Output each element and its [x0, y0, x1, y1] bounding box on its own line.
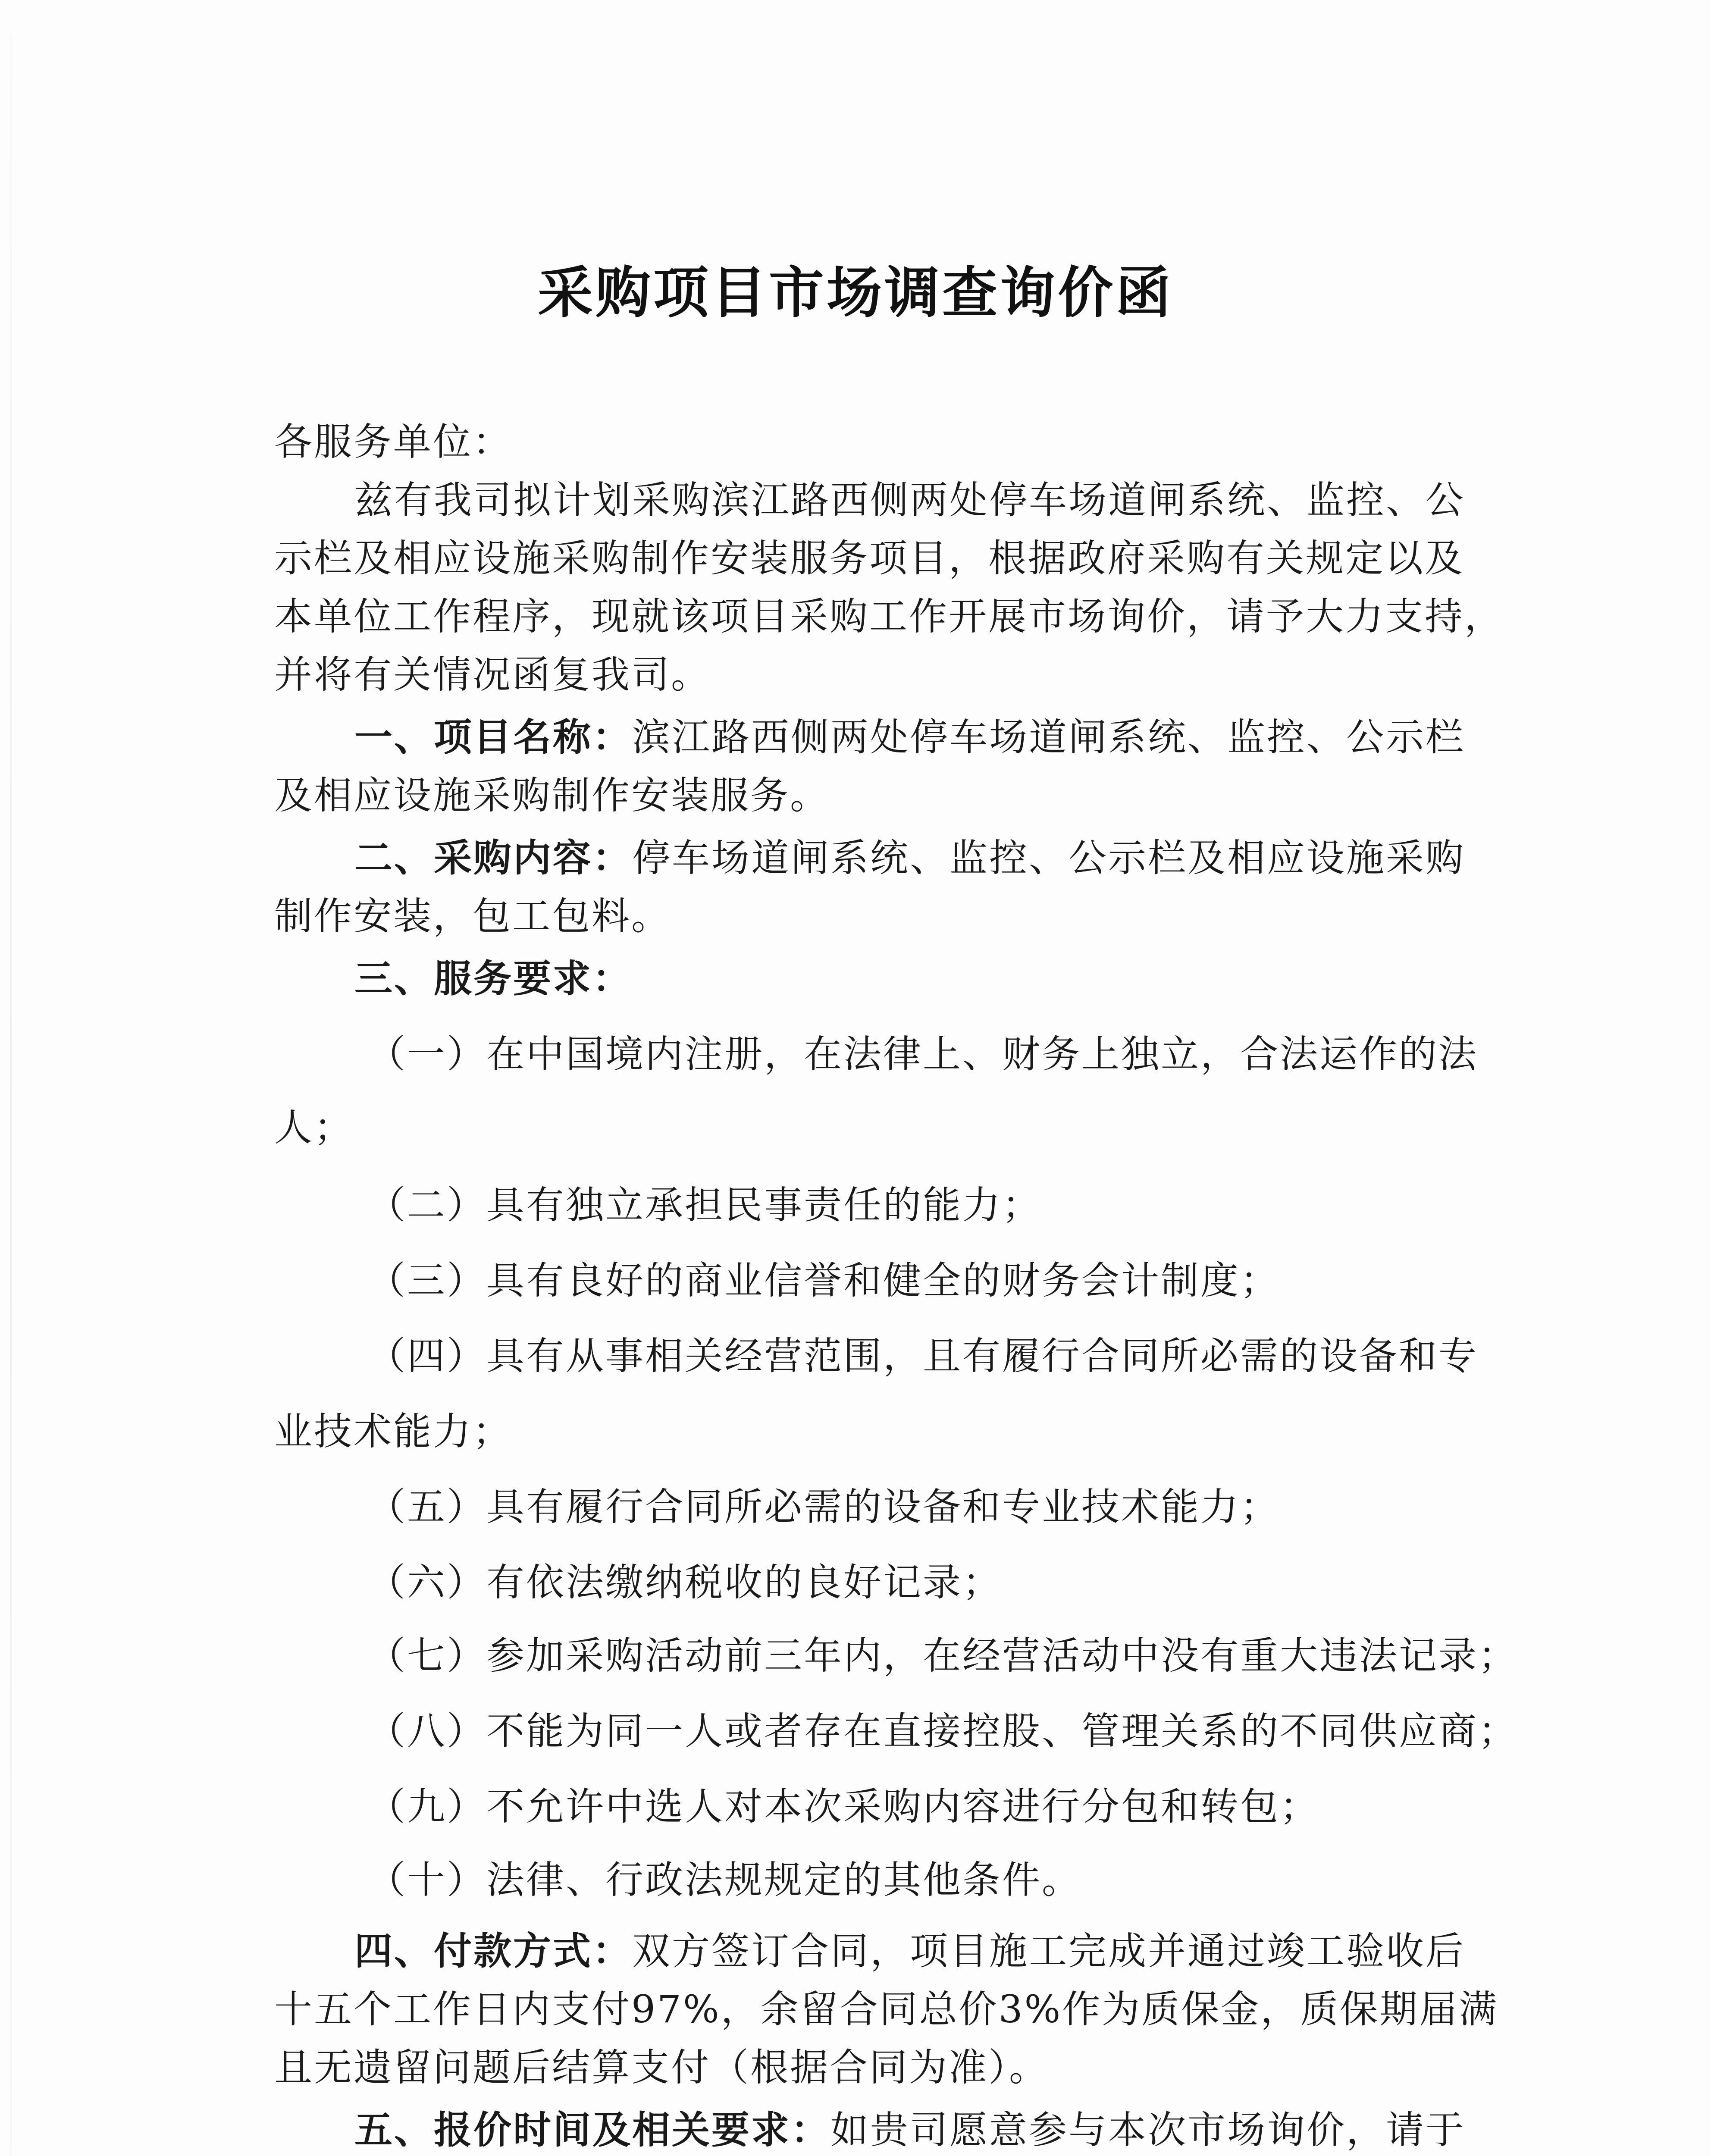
section-1-line-2: 及相应设施采购制作安装服务。 — [274, 773, 830, 818]
requirement-item: （三）具有良好的商业信誉和健全的财务会计制度； — [367, 1258, 1280, 1303]
requirement-item: （一）在中国境内注册，在法律上、财务上独立，合法运作的法 — [367, 1032, 1479, 1076]
section-4-heading: 四、付款方式： — [354, 1929, 633, 1973]
requirement-item: （七）参加采购活动前三年内，在经营活动中没有重大违法记录； — [367, 1633, 1518, 1678]
section-5-heading: 五、报价时间及相关要求： — [354, 2108, 831, 2152]
requirement-item: （二）具有独立承担民事责任的能力； — [367, 1183, 1042, 1227]
intro-line-4: 并将有关情况函复我司。 — [274, 652, 711, 697]
section-5-line-1 — [354, 2109, 1562, 2152]
requirement-item: 人； — [274, 1105, 354, 1150]
section-2-heading: 二、采购内容： — [354, 836, 633, 880]
requirement-item: 业技术能力； — [274, 1409, 513, 1454]
requirement-item: （八）不能为同一人或者存在直接控股、管理关系的不同供应商； — [367, 1709, 1518, 1753]
section-1-heading: 一、项目名称： — [354, 715, 633, 759]
section-2-line-1 — [354, 837, 1562, 880]
section-5-text: 如贵司愿意参与本次市场询价，请于 — [830, 2108, 1466, 2152]
section-3-heading: 三、服务要求： — [354, 956, 633, 1001]
document-title: 采购项目市场调查询价函 — [537, 261, 1173, 325]
scan-edge-shadow — [10, 34, 12, 2156]
section-2-line-2: 制作安装，包工包料。 — [274, 894, 671, 938]
requirement-item: （五）具有履行合同所必需的设备和专业技术能力； — [367, 1485, 1280, 1529]
intro-line-3: 本单位工作程序，现就该项目采购工作开展市场询价，请予大力支持， — [274, 594, 1504, 639]
requirement-item: （九）不允许中选人对本次采购内容进行分包和转包； — [367, 1784, 1320, 1829]
section-4-text: 双方签订合同，项目施工完成并通过竣工验收后 — [632, 1929, 1466, 1973]
section-4-line-3: 且无遗留问题后结算支付（根据合同为准）。 — [274, 2045, 1049, 2090]
section-4-line-1 — [354, 1930, 1562, 1973]
section-2-text: 停车场道闸系统、监控、公示栏及相应设施采购 — [632, 836, 1466, 880]
section-4-line-2: 十五个工作日内支付97%，余留合同总价3%作为质保金，质保期届满 — [274, 1987, 1499, 2031]
intro-line-2: 示栏及相应设施采购制作安装服务项目，根据政府采购有关规定以及 — [274, 536, 1465, 580]
section-1-text: 滨江路西侧两处停车场道闸系统、监控、公示栏 — [632, 715, 1466, 759]
section-1-line-1 — [354, 716, 1562, 759]
requirement-item: （四）具有从事相关经营范围，且有履行合同所必需的设备和专 — [367, 1334, 1479, 1378]
salutation: 各服务单位： — [274, 420, 513, 464]
intro-line-1: 兹有我司拟计划采购滨江路西侧两处停车场道闸系统、监控、公 — [354, 478, 1466, 522]
requirement-item: （六）有依法缴纳税收的良好记录； — [367, 1560, 1003, 1604]
requirement-item: （十）法律、行政法规规定的其他条件。 — [367, 1858, 1082, 1902]
